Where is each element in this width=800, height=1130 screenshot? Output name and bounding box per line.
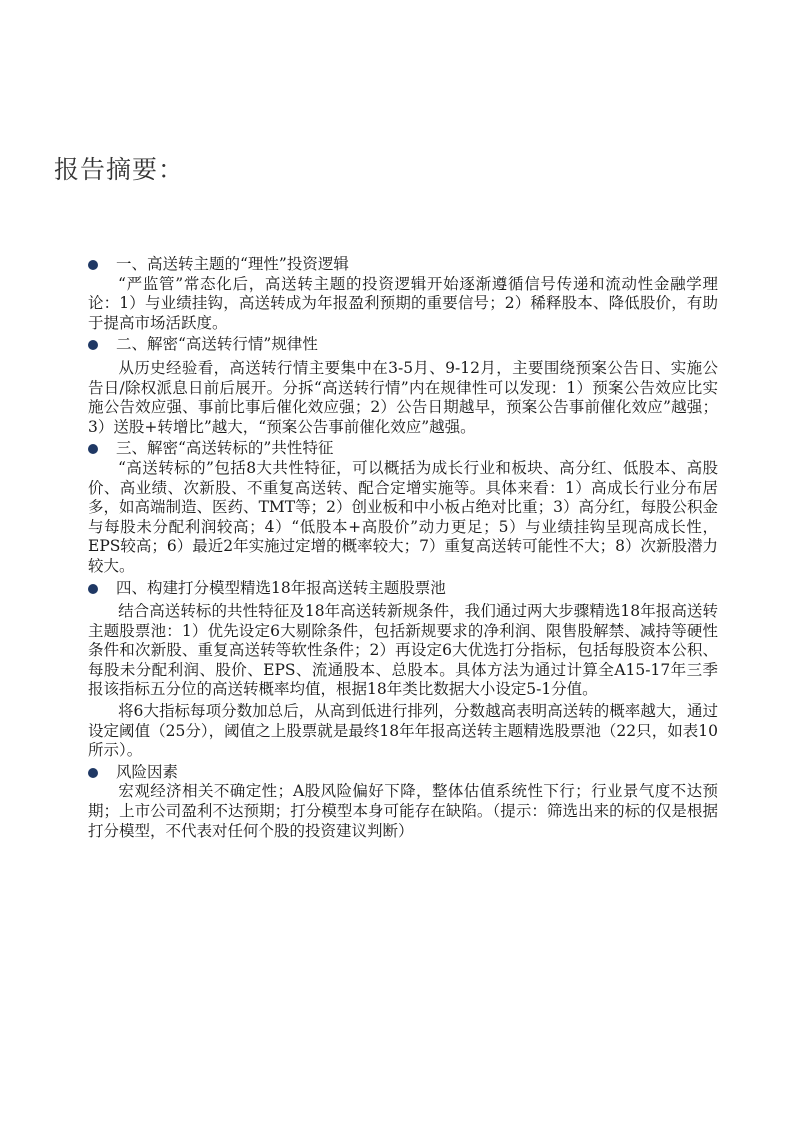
- paragraph-text: 将6大指标每项分数加总后，从高到低进行排列，分数越高表明高送转的概率越大，通过设定阈值（25分），阈值之上股票就是最终18年年报高送转主题精选股票池（22只，如表10所示）。: [88, 702, 718, 760]
- section-heading: [88, 763, 718, 783]
- section-features: [88, 439, 718, 576]
- section-paragraph: [88, 459, 718, 577]
- section-heading: [88, 335, 718, 355]
- section-model: [88, 579, 718, 761]
- section-paragraph: [88, 602, 718, 700]
- section-paragraph: [88, 359, 718, 437]
- section-heading-text: 二、解密“高送转行情”规律性: [116, 335, 318, 354]
- section-heading-text: 风险因素: [116, 762, 179, 781]
- paragraph-text: “严监管”常态化后，高送转主题的投资逻辑开始逐渐遵循信号传递和流动性金融学理论：1）与业绩挂钩，高送转成为年报盈利预期的重要信号；2）稀释股本、降低股价，有助于提高市场活跃度。: [88, 274, 718, 332]
- section-heading-text: 三、解密“高送转标的”共性特征: [116, 439, 334, 458]
- section-heading: [88, 255, 718, 275]
- paragraph-text: 宏观经济相关不确定性；A股风险偏好下降，整体估值系统性下行；行业景气度不达预期；上市公司盈利不达预期；打分模型本身可能存在缺陷。（提示：筛选出来的标的仅是根据打分模型，不代表对任何个股的投资建议判断）: [88, 782, 718, 840]
- section-risk: [88, 763, 718, 841]
- bullet-icon: [88, 340, 98, 350]
- section-heading: [88, 439, 718, 459]
- section-heading-text: 四、构建打分模型精选18年报高送转主题股票池: [116, 578, 446, 597]
- section-pattern: [88, 335, 718, 437]
- section-heading: [88, 579, 718, 599]
- paragraph-text: “高送转标的”包括8大共性特征，可以概括为成长行业和板块、高分红、低股本、高股价、高业绩、次新股、不重复高送转、配合定增实施等。具体来看：1）高成长行业分布居多，如高端制造、医药、TMT等；2）创业板和中小板占绝对比重；3）高分红，每股公积金与每股未分配利润较高；4）“低股本+高股价”动力更足；5）与业绩挂钩呈现高成长性，EPS较高；6）最近2年实施过定增的概率较大；7）重复高送转可能性不大；8）次新股潜力较大。: [88, 458, 718, 575]
- bullet-icon: [88, 260, 98, 270]
- page-title: 报告摘要：: [54, 155, 185, 184]
- bullet-icon: [88, 584, 98, 594]
- report-summary: [88, 255, 718, 843]
- bullet-icon: [88, 444, 98, 454]
- section-logic: [88, 255, 718, 333]
- section-paragraph: [88, 702, 718, 761]
- bullet-icon: [88, 768, 98, 778]
- paragraph-text: 从历史经验看，高送转行情主要集中在3-5月、9-12月，主要围绕预案公告日、实施公告日/除权派息日前后展开。分拆“高送转行情”内在规律性可以发现：1）预案公告效应比实施公告效应强、事前比事后催化效应强；2）公告日期越早，预案公告事前催化效应”越强；3）送股+转增比”越大，“预案公告事前催化效应”越强。: [88, 358, 718, 436]
- section-paragraph: [88, 782, 718, 841]
- paragraph-text: 结合高送转标的共性特征及18年高送转新规条件，我们通过两大步骤精选18年报高送转主题股票池：1）优先设定6大剔除条件，包括新规要求的净利润、限售股解禁、减持等硬性条件和次新股、重复高送转等软性条件；2）再设定6大优选打分指标，包括每股资本公积、每股未分配利润、股价、EPS、流通股本、总股本。具体方法为通过计算全A15-17年三季报该指标五分位的高送转概率均值，根据18年类比数据大小设定5-1分值。: [88, 602, 718, 699]
- section-heading-text: 一、高送转主题的“理性”投资逻辑: [116, 255, 349, 273]
- section-paragraph: [88, 275, 718, 334]
